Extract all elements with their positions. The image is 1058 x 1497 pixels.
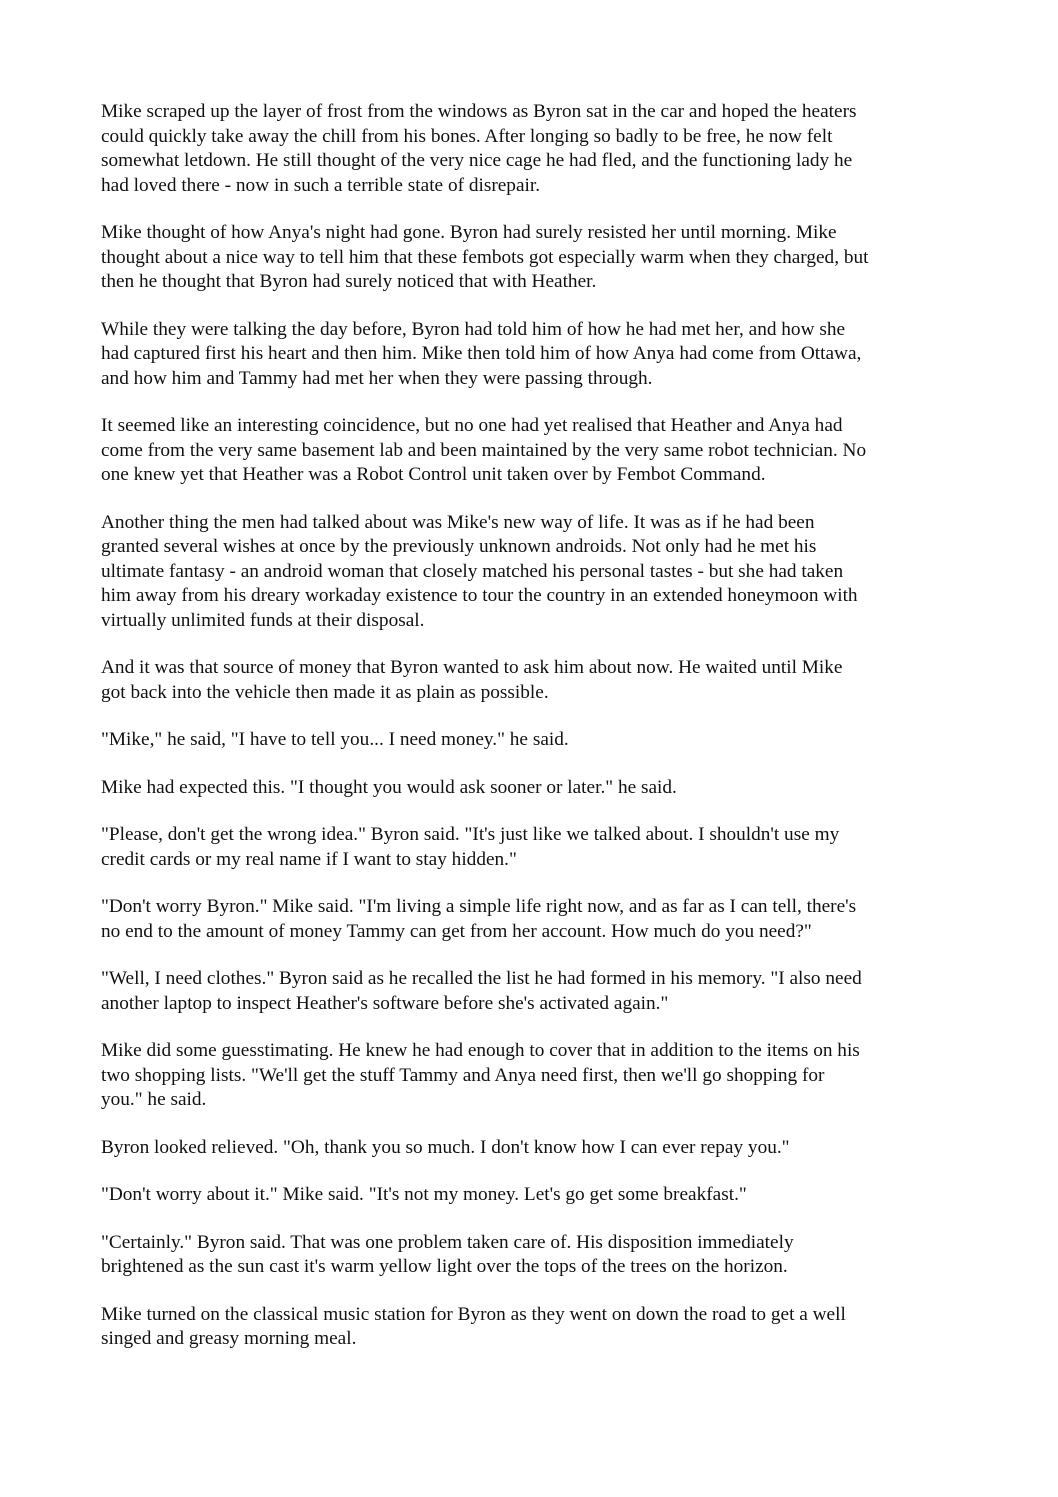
paragraph: "Please, don't get the wrong idea." Byron said. "It's just like we talked about. I shouldn't use my credit cards or my real name if I want to stay hidden." [101, 824, 840, 870]
paragraph: Byron looked relieved. "Oh, thank you so much. I don't know how I can ever repay you." [101, 1136, 790, 1158]
paragraph: And it was that source of money that Byron wanted to ask him about now. He waited until Mike got back into the vehicle then made it as plain as possible. [101, 657, 843, 703]
paragraph: "Certainly." Byron said. That was one problem taken care of. His disposition immediately brightened as the sun cast it's warm yellow light over the tops of the trees on the horizon. [101, 1231, 794, 1277]
paragraph: "Well, I need clothes." Byron said as he recalled the list he had formed in his memory. "I also need another laptop to inspect Heather's software before she's activated again." [101, 968, 862, 1014]
paragraph: Mike turned on the classical music station for Byron as they went on down the road to get a well singed and greasy morning meal. [101, 1303, 846, 1349]
paragraph: Mike had expected this. "I thought you would ask sooner or later." he said. [101, 776, 677, 798]
paragraph: "Don't worry about it." Mike said. "It's not my money. Let's go get some breakfast." [101, 1184, 747, 1205]
paragraph: "Don't worry Byron." Mike said. "I'm living a simple life right now, and as far as I can tell, there's no end to the amount of money Tammy can get from her account. How much do you need?" [101, 896, 857, 942]
paragraph: It seemed like an interesting coincidence, but no one had yet realised that Heather and Anya had come from the very same basement lab and been maintained by the very same robot technician. No one knew yet that Heather was a Robot Control unit taken over by Fembot Command. [101, 415, 867, 485]
paragraph: Mike thought of how Anya's night had gone. Byron had surely resisted her until morning. Mike thought about a nice way to tell him that these fembots got especially warm when they charged, but then he thought that Byron had surely noticed that with Heather. [101, 222, 869, 292]
document-body [101, 100, 961, 1375]
paragraph: Mike did some guesstimating. He knew he had enough to cover that in addition to the items on his two shopping lists. "We'll get the stuff Tammy and Anya need first, then we'll go shopping for you." he said. [101, 1040, 860, 1110]
paragraph: "Mike," he said, "I have to tell you... I need money." he said. [101, 729, 569, 750]
paragraph: While they were talking the day before, Byron had told him of how he had met her, and how she had captured first his heart and then him. Mike then told him of how Anya had come from Ottawa, and how him and Tammy had met her when they were passing through. [101, 318, 862, 389]
paragraph: Mike scraped up the layer of frost from the windows as Byron sat in the car and hoped the heaters could quickly take away the chill from his bones. After longing so badly to be free, he now felt somewhat letdown. He still thought of the very nice cage he had fled, and the functioning lady he had loved there - now in such a terrible state of disrepair. [101, 101, 857, 196]
paragraph: Another thing the men had talked about was Mike's new way of life. It was as if he had been granted several wishes at once by the previously unknown androids. Not only had he met his ultimate fantasy - an android woman that closely matched his personal tastes - but she had taken him away from his dreary workaday existence to tour the country in an extended honeymoon with virtually unlimited funds at their disposal. [101, 511, 858, 631]
